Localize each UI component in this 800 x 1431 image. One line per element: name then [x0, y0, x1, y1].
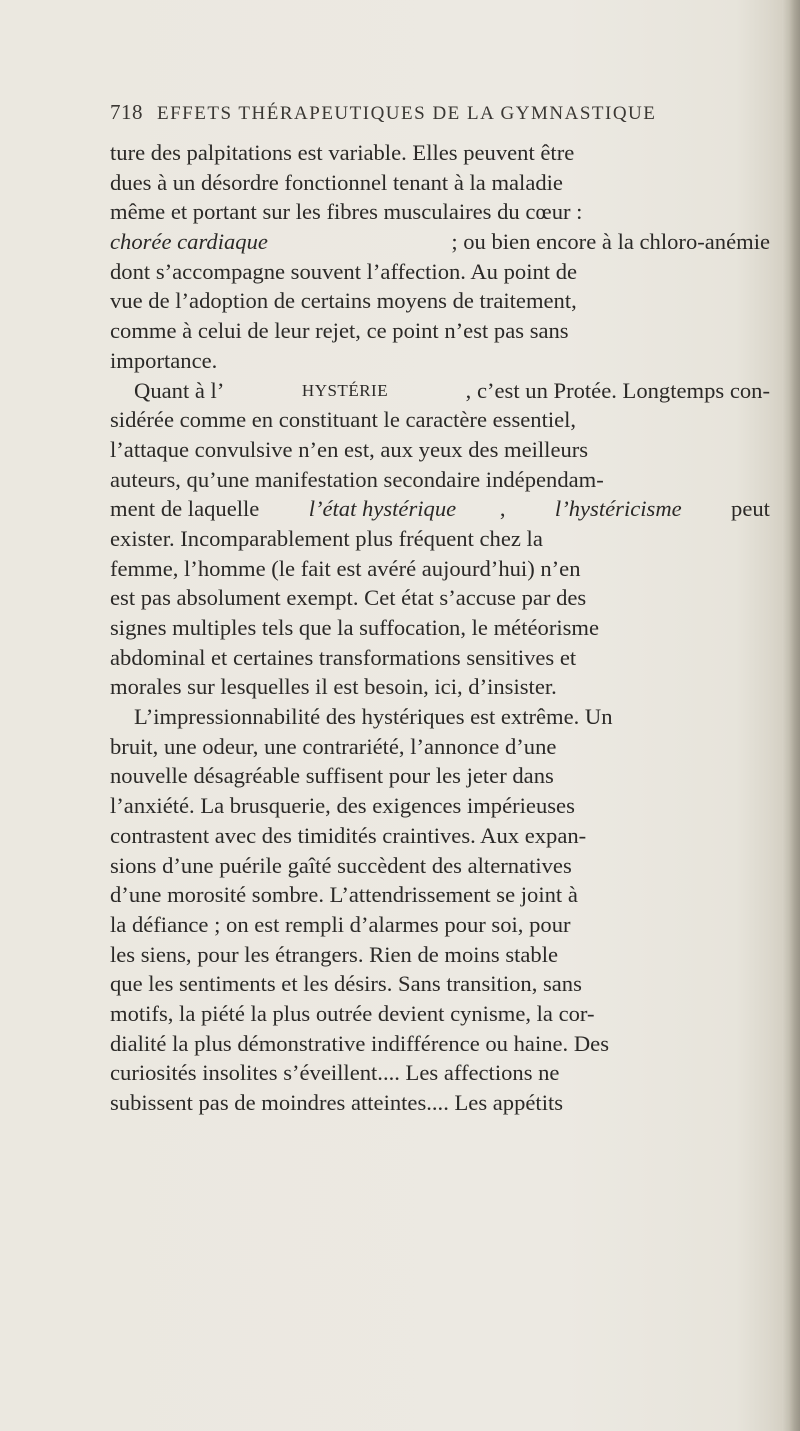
text-line: dues à un désordre fonctionnel tenant à la maladie	[110, 169, 563, 195]
text-line: les siens, pour les étrangers. Rien de moins stable	[110, 941, 559, 967]
text-line: sidérée comme en constituant le caractère essentiel,	[110, 407, 577, 433]
italic-term: l’hystéricisme	[554, 496, 682, 522]
text-line: est pas absolument exempt. Cet état s’accuse par des	[110, 585, 587, 611]
text-line: l’attaque convulsive n’en est, aux yeux des meilleurs	[110, 436, 589, 462]
text-line: Quant à l’ HYSTÉRIE , c’est un Protée. Longtemps con-	[110, 376, 770, 406]
text-line: la défiance ; on est rempli d’alarmes pour soi, pour	[110, 911, 571, 937]
text-line: d’une morosité sombre. L’attendrissement se joint à	[110, 882, 578, 908]
text-line: curiosités insolites s’éveillent.... Les affections ne	[110, 1060, 560, 1086]
text-line: dialité la plus démonstrative indifférence ou haine. Des	[110, 1030, 609, 1056]
text-line: dont s’accompagne souvent l’affection. Au point de	[110, 258, 578, 284]
text-line: ment de laquelle l’état hystérique , l’hystéricisme peut	[110, 494, 770, 524]
text-line: l’anxiété. La brusquerie, des exigences impérieuses	[110, 793, 575, 819]
text-line: auteurs, qu’une manifestation secondaire indépendam-	[110, 466, 604, 492]
running-title: EFFETS THÉRAPEUTIQUES DE LA GYMNASTIQUE	[157, 103, 657, 124]
italic-term: l’état hystérique	[308, 496, 457, 522]
text-line: même et portant sur les fibres musculaires du cœur :	[110, 199, 583, 225]
text-line: signes multiples tels que la suffocation, le météorisme	[110, 615, 600, 640]
running-head	[110, 100, 770, 130]
text-line: que les sentiments et les désirs. Sans transition, sans	[110, 971, 582, 997]
text-line: vue de l’adoption de certains moyens de traitement,	[110, 288, 577, 314]
text-line: chorée cardiaque ; ou bien encore à la chloro-anémie	[110, 227, 770, 257]
page-edge-shadow	[782, 0, 800, 1431]
small-caps-term: HYSTÉRIE	[301, 380, 389, 400]
text-line: subissent pas de moindres atteintes.... Les appétits	[110, 1090, 564, 1115]
text-line: femme, l’homme (le fait est avéré aujourd’hui) n’en	[110, 555, 581, 581]
text-line: bruit, une odeur, une contrariété, l’annonce d’une	[110, 733, 557, 759]
text-line: contrastent avec des timidités craintives. Aux expan-	[110, 822, 587, 848]
text-line: morales sur lesquelles il est besoin, ici, d’insister.	[110, 674, 557, 700]
italic-term: chorée cardiaque	[110, 229, 268, 255]
text-line: exister. Incomparablement plus fréquent chez la	[110, 525, 543, 551]
text-line: motifs, la piété la plus outrée devient cynisme, la cor-	[110, 1000, 595, 1026]
text-line: sions d’une puérile gaîté succèdent des alternatives	[110, 852, 572, 878]
text-line: nouvelle désagréable suffisent pour les jeter dans	[110, 763, 554, 789]
text-line: L’impressionnabilité des hystériques est extrême. Un	[134, 704, 613, 730]
text-line: ture des palpitations est variable. Elles peuvent être	[110, 140, 575, 165]
body-text	[110, 138, 770, 1118]
text-line: comme à celui de leur rejet, ce point n’est pas sans	[110, 318, 569, 344]
text-line: abdominal et certaines transformations sensitives et	[110, 644, 577, 670]
page-number: 718	[110, 100, 143, 124]
text-line: importance.	[110, 347, 218, 373]
